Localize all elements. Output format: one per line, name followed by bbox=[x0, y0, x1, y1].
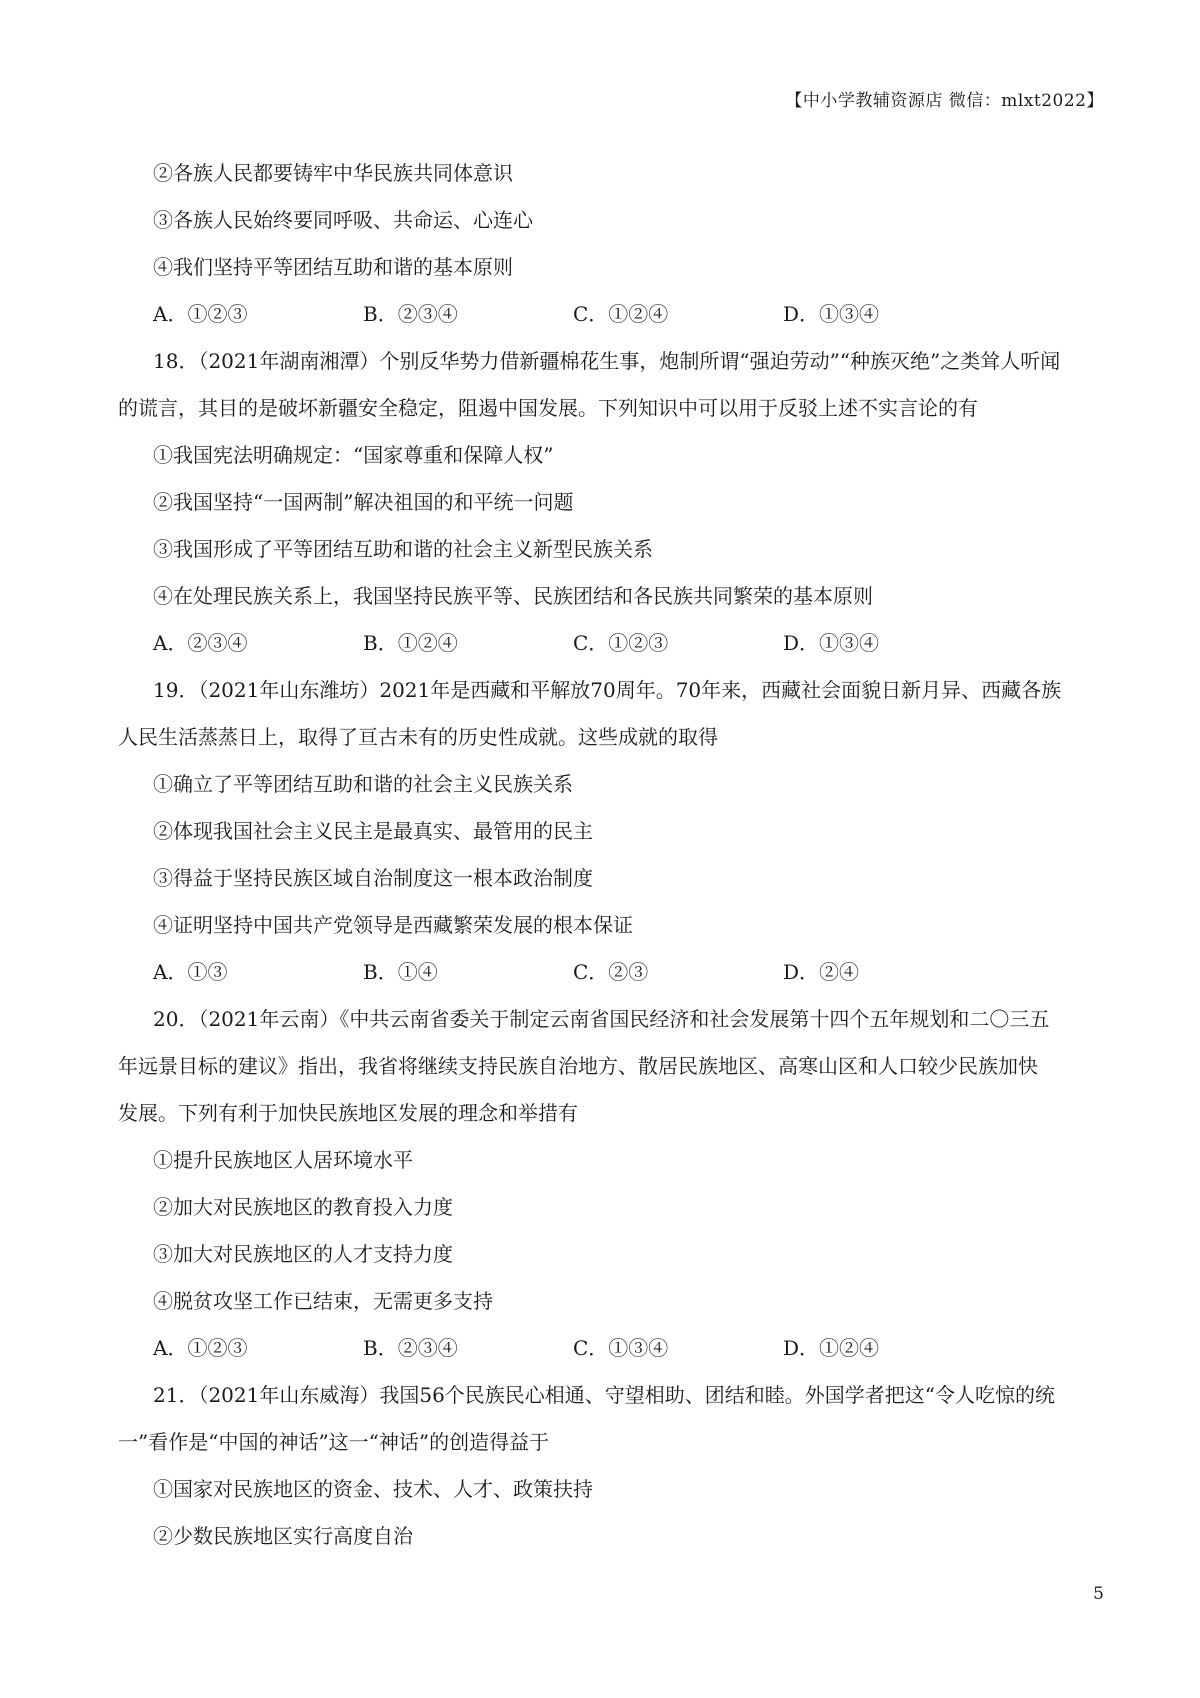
q19-option-b: B．①④ bbox=[363, 960, 438, 984]
q18-item-1: ①我国宪法明确规定：“国家尊重和保障人权” bbox=[153, 443, 554, 467]
q20-item-3: ③加大对民族地区的人才支持力度 bbox=[153, 1242, 453, 1266]
q20-option-d: D．①②④ bbox=[783, 1336, 880, 1360]
q19-item-2: ②体现我国社会主义民主是最真实、最管用的民主 bbox=[153, 819, 593, 843]
q17-options bbox=[153, 291, 1103, 338]
q18-item-4: ④在处理民族关系上，我国坚持民族平等、民族团结和各民族共同繁荣的基本原则 bbox=[153, 584, 873, 608]
q18-options bbox=[153, 620, 1103, 667]
q20-stem-line-1: 20．（2021年云南）《中共云南省委关于制定云南省国民经济和社会发展第十四个五年规划和二〇三五 bbox=[153, 1007, 1050, 1031]
q18-item-3: ③我国形成了平等团结互助和谐的社会主义新型民族关系 bbox=[153, 537, 653, 561]
q20-stem-line-2: 年远景目标的建议》指出，我省将继续支持民族自治地方、散居民族地区、高寒山区和人口较少民族加快 bbox=[118, 1054, 1038, 1078]
q18-stem-line-2: 的谎言，其目的是破坏新疆安全稳定，阻遏中国发展。下列知识中可以用于反驳上述不实言论的有 bbox=[118, 396, 978, 420]
document-body bbox=[118, 150, 1103, 1560]
q21-stem-line-2: 一”看作是“中国的神话”这一“神话”的创造得益于 bbox=[118, 1430, 550, 1454]
q18-stem-line-1: 18．（2021年湖南湘潭）个别反华势力借新疆棉花生事，炮制所谓“强迫劳动”“种族灭绝”之类耸人听闻 bbox=[153, 349, 1061, 373]
q20-option-c: C．①③④ bbox=[573, 1336, 669, 1360]
q20-item-4: ④脱贫攻坚工作已结束，无需更多支持 bbox=[153, 1289, 493, 1313]
q21-stem-line-1: 21．（2021年山东威海）我国56个民族民心相通、守望相助、团结和睦。外国学者把这“令人吃惊的统 bbox=[153, 1383, 1056, 1407]
q17-option-a: A．①②③ bbox=[153, 302, 248, 326]
q18-option-b: B．①②④ bbox=[363, 631, 458, 655]
q20-options bbox=[153, 1325, 1103, 1372]
q19-option-a: A．①③ bbox=[153, 960, 228, 984]
q18-option-a: A．②③④ bbox=[153, 631, 248, 655]
q19-options bbox=[153, 949, 1103, 996]
q19-stem-line-1: 19．（2021年山东潍坊）2021年是西藏和平解放70周年。70年来，西藏社会面貌日新月异、西藏各族 bbox=[153, 678, 1062, 702]
q17-item-2: ②各族人民都要铸牢中华民族共同体意识 bbox=[153, 161, 513, 185]
q18-option-d: D．①③④ bbox=[783, 631, 880, 655]
q20-stem-line-3: 发展。下列有利于加快民族地区发展的理念和举措有 bbox=[118, 1101, 578, 1125]
q18-item-2: ②我国坚持“一国两制”解决祖国的和平统一问题 bbox=[153, 490, 574, 514]
q17-option-b: B．②③④ bbox=[363, 302, 458, 326]
header-watermark-note: 【中小学教辅资源店 微信：mlxt2022】 bbox=[785, 91, 1104, 111]
q17-item-4: ④我们坚持平等团结互助和谐的基本原则 bbox=[153, 255, 513, 279]
q19-item-3: ③得益于坚持民族区域自治制度这一根本政治制度 bbox=[153, 866, 593, 890]
q17-item-3: ③各族人民始终要同呼吸、共命运、心连心 bbox=[153, 208, 533, 232]
q18-option-c: C．①②③ bbox=[573, 631, 669, 655]
q19-option-d: D．②④ bbox=[783, 960, 860, 984]
q20-option-a: A．①②③ bbox=[153, 1336, 248, 1360]
q17-option-c: C．①②④ bbox=[573, 302, 669, 326]
page-number: 5 bbox=[1093, 1584, 1104, 1604]
q20-item-1: ①提升民族地区人居环境水平 bbox=[153, 1148, 413, 1172]
q19-option-c: C．②③ bbox=[573, 960, 649, 984]
q20-option-b: B．②③④ bbox=[363, 1336, 458, 1360]
q21-item-2: ②少数民族地区实行高度自治 bbox=[153, 1524, 413, 1548]
q17-option-d: D．①③④ bbox=[783, 302, 880, 326]
q19-stem-line-2: 人民生活蒸蒸日上，取得了亘古未有的历史性成就。这些成就的取得 bbox=[118, 725, 718, 749]
q19-item-4: ④证明坚持中国共产党领导是西藏繁荣发展的根本保证 bbox=[153, 913, 633, 937]
q20-item-2: ②加大对民族地区的教育投入力度 bbox=[153, 1195, 453, 1219]
q19-item-1: ①确立了平等团结互助和谐的社会主义民族关系 bbox=[153, 772, 573, 796]
q21-item-1: ①国家对民族地区的资金、技术、人才、政策扶持 bbox=[153, 1477, 593, 1501]
